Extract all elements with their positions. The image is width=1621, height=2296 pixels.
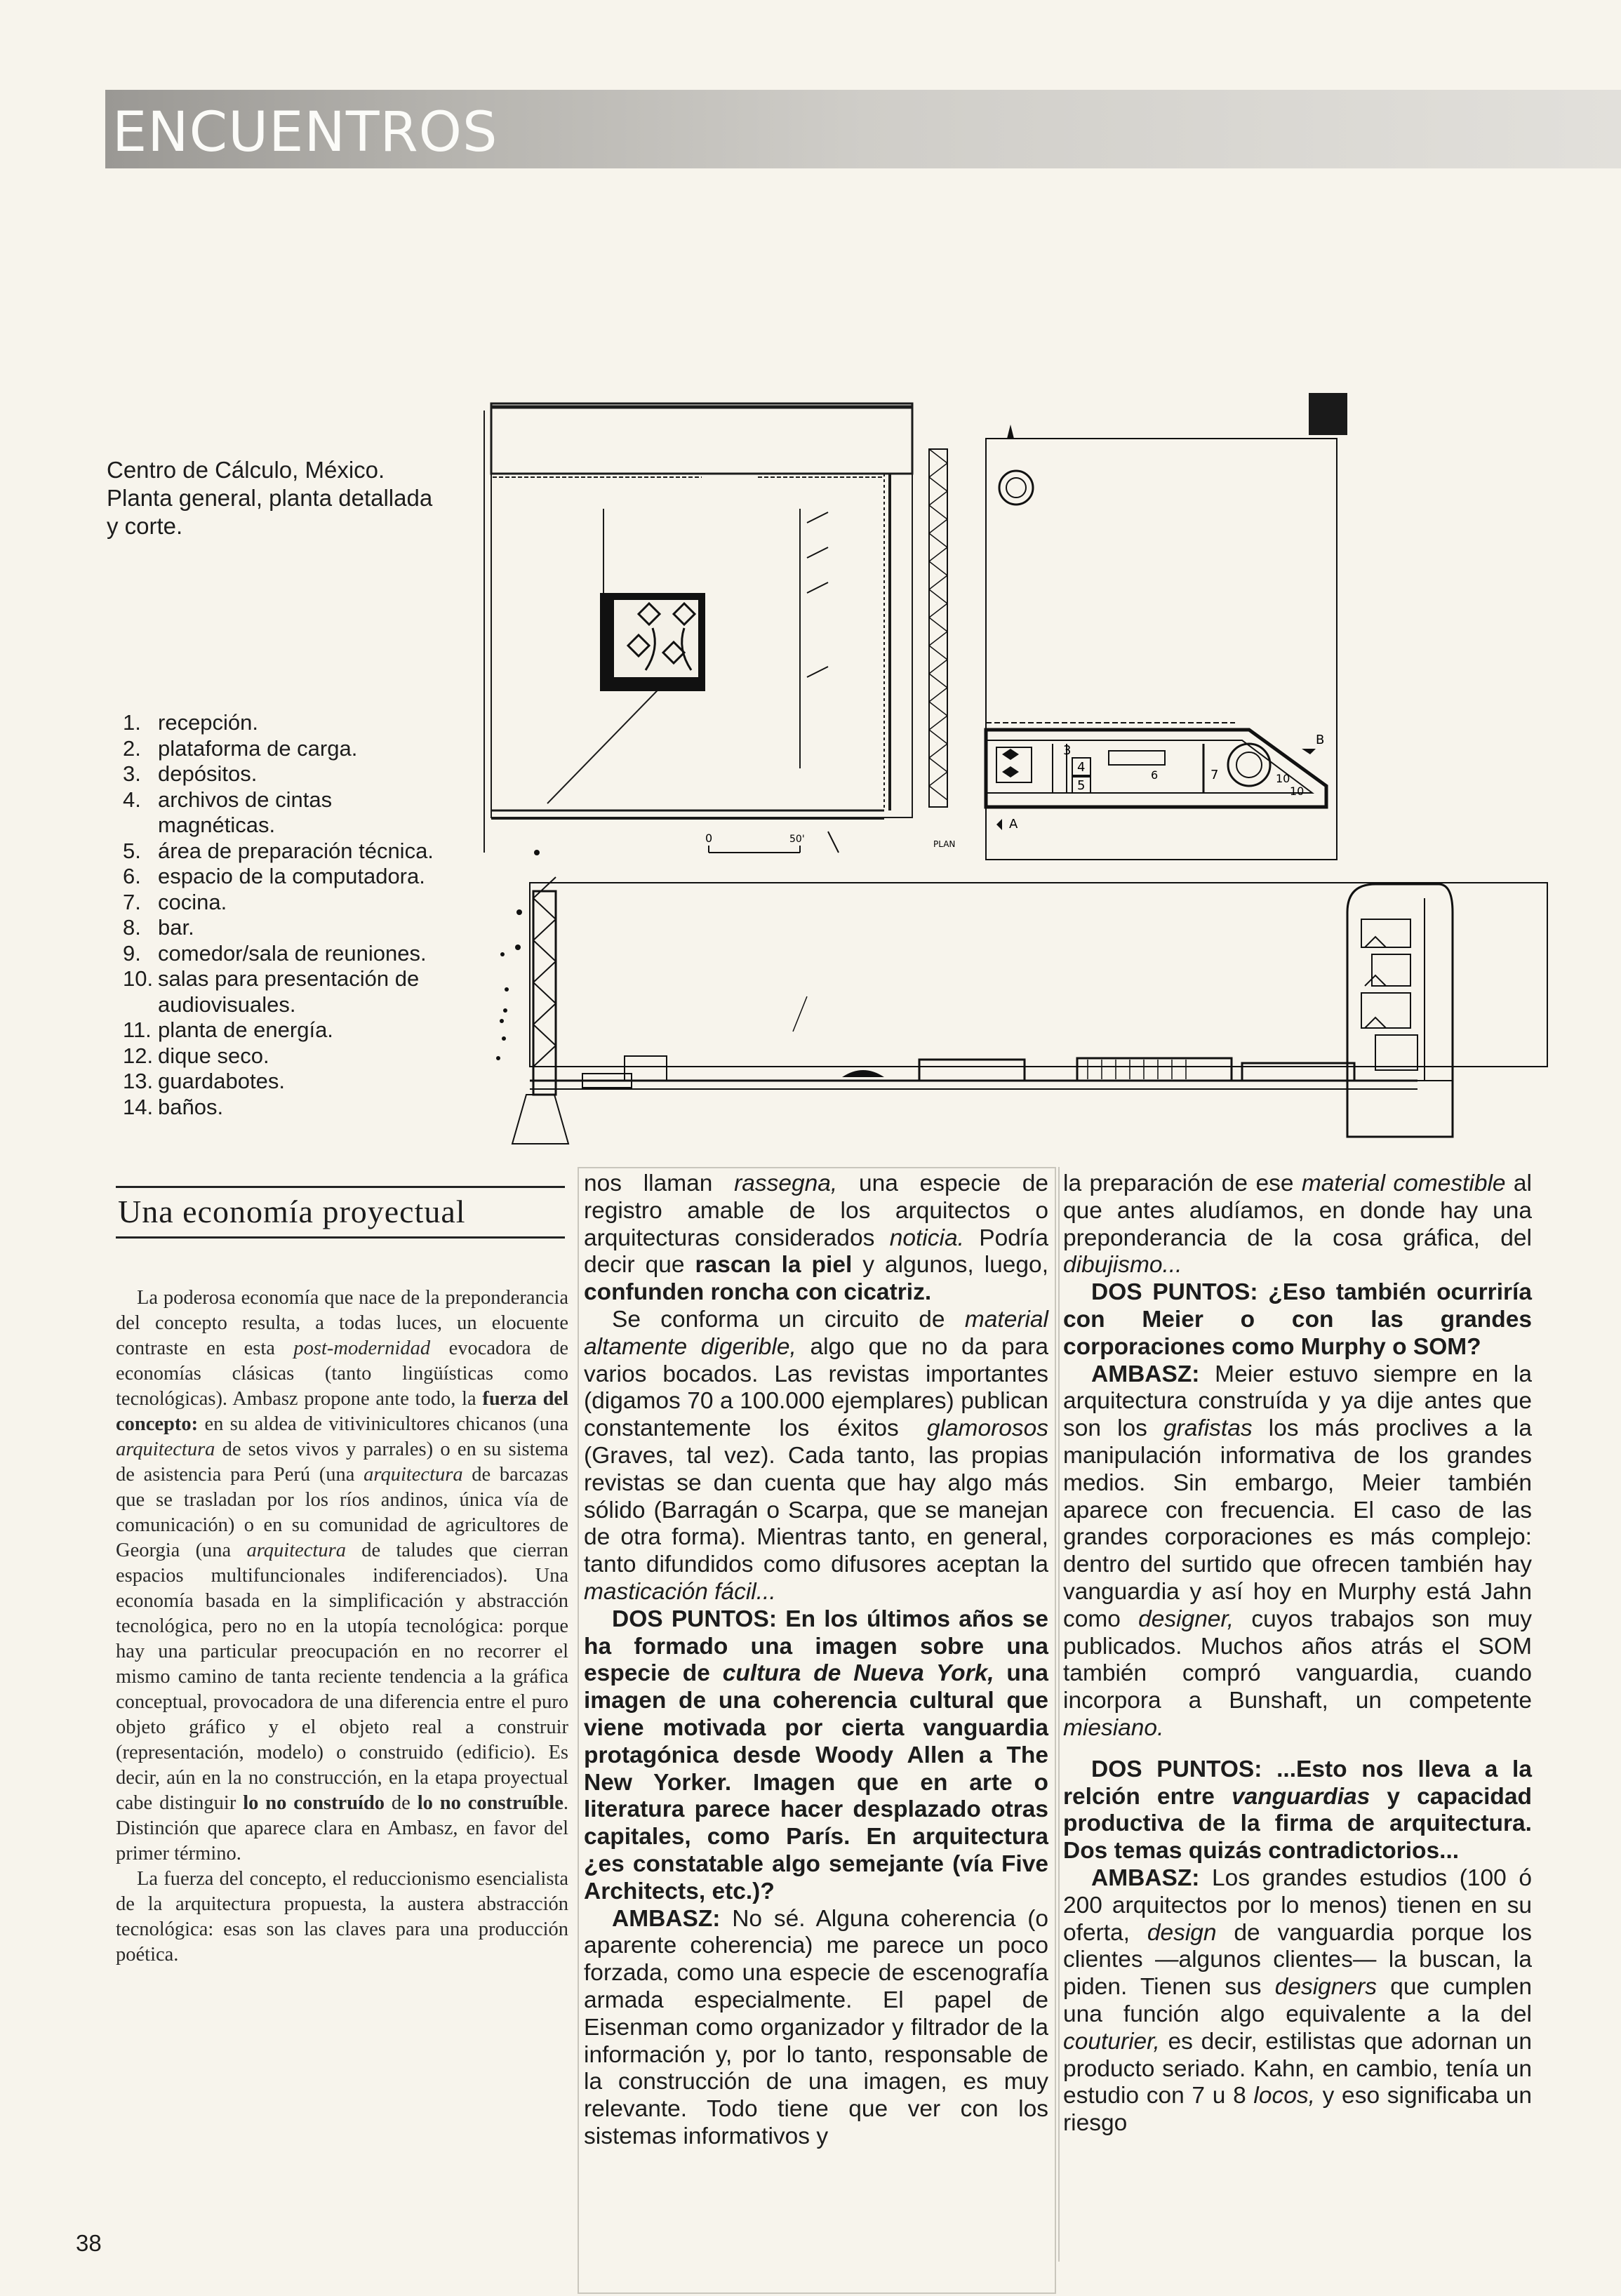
legend-number: 1. [123, 710, 141, 735]
legend-number: 11. [123, 1017, 152, 1042]
figure-legend [123, 710, 453, 1120]
figure-caption [107, 456, 443, 540]
paragraph: La poderosa economía que nace de la preponderancia del concepto resulta, a todas luces, un elocuente contraste en esta post-modernidad evocadora de economías clásicas (tanto lingüísticas como tecnológicas). Ambasz propone ante todo, la fuerza del concepto: en su aldea de vitivinicultores chicanos (una arquitectura de setos vivos y parrales) o en su sistema de asistencia para Perú (una arquitectura de barcazas que se trasladan por los ríos andinos, única vía de comunicación) o en su comunidad de agricultores de Georgia (una arquitectura de taludes que cierran espacios multifuncionales indiferenciados). Una economía basada en la simplificación y abstracción tecnológica, pero no en la utopía tecnológica: porque hay una particular preocupación en no recorrer el mismo camino de tanta reciente tendencia a la gráfica conceptual, provocadora de una diferencia entre el puro objeto gráfico y el objeto real a construir (representación, modelo) o construido (edificio). Es decir, aún en la no construcción, en la etapa proyectual cabe distinguir lo no construído de lo no construíble. Distinción que aparece clara en Ambasz, en favor del primer término. [116, 1287, 569, 1864]
interviewee-answer: AMBASZ: No sé. Alguna coherencia (o aparente coherencia) me parece un poco forzada, como una especie de escenografía armada especialmente. El papel de Eisenman como organizador y filtrador de la información y, por lo tanto, responsable de la construcción de una imagen, es muy relevante. Todo tiene que ver con los sistemas informativos y [584, 1905, 1048, 2149]
section-drawing [463, 870, 1558, 1158]
legend-item [123, 736, 453, 762]
site-plan-drawing [477, 389, 940, 867]
legend-item [123, 839, 453, 865]
room-label: 6 [1151, 768, 1159, 782]
interviewer-question: DOS PUNTOS: En los últimos años se ha formado una imagen sobre una especie de cultura de Nueva York, una imagen de una coherencia cultural que viene motivada por cierta vanguardia protagónica desde Woody Allen a The New Yorker. Imagen que en arte o literatura parece hacer desplazado otras capitales, como París. En arquitectura ¿es constatable algo semejante (vía Five Architects, etc.)? [584, 1606, 1048, 1904]
legend-item [123, 710, 453, 736]
plan-label: PLAN [933, 839, 956, 849]
interview-column-middle [584, 1170, 1048, 2151]
paragraph: nos llaman rassegna, una especie de registro amable de los arquitectos o arquitecturas considerados noticia. Podría decir que rascan la piel y algunos, luego, confunden roncha con cicatriz. [584, 1170, 1049, 1306]
section-a-label: A [1009, 817, 1018, 832]
legend-text: área de preparación técnica. [158, 838, 434, 863]
legend-text: guardabotes. [158, 1069, 285, 1093]
legend-number: 2. [123, 735, 141, 761]
elevation-strip-drawing [925, 449, 953, 814]
interview-column-right [1063, 1170, 1532, 2137]
legend-item [123, 941, 453, 967]
legend-item [123, 864, 453, 890]
legend-text: cocina. [158, 889, 227, 914]
detailed-plan-drawing [933, 389, 1361, 881]
legend-text: archivos de cintas magnéticas. [158, 787, 333, 837]
title-rule [116, 1186, 565, 1188]
article-body [116, 1286, 568, 1968]
room-label: 3 [1063, 743, 1072, 758]
legend-number: 4. [123, 787, 141, 812]
legend-item [123, 787, 453, 839]
article-title: Una economía proyectual [118, 1194, 466, 1229]
legend-item [123, 1017, 453, 1043]
legend-number: 13. [123, 1069, 154, 1093]
legend-item [123, 915, 453, 941]
legend-text: plataforma de carga. [158, 735, 358, 761]
scale-end-label: 50' [789, 834, 805, 845]
paragraph: Se conforma un circuito de material altamente digerible, algo que no da para varios bocados. Las revistas importantes (digamos 70 a 100.000 ejemplares) publican constantemente los éxitos glamorosos (Graves, tal vez). Cada tanto, las propias revistas se dan cuenta que hay algo más sólido (Barragán o Scarpa, que se manejan de otra forma). Mientras tanto, en general, tanto difundidos como difusores aceptan la masticación fácil... [584, 1306, 1049, 1605]
legend-item [123, 1043, 453, 1069]
paragraph: La fuerza del concepto, el reduccionismo esencialista de la arquitectura propuesta, la austera abstracción tecnológica: esas son las claves para una producción poética. [116, 1868, 568, 1965]
legend-item [123, 761, 453, 787]
scale-zero-label: 0 [705, 832, 713, 845]
legend-text: bar. [158, 915, 194, 940]
legend-item [123, 890, 453, 916]
interviewee-answer: AMBASZ: Los grandes estudios (100 ó 200 arquitectos por lo menos) tienen en su oferta, design de vanguardia porque los clientes —algunos clientes— la buscan, la piden. Tienen sus designers que cumplen una función algo equivalente a la del couturier, es decir, estilistas que adornan un producto seriado. Kahn, en cambio, tenía un estudio con 7 u 8 locos, y eso significaba un riesgo [1063, 1864, 1533, 2137]
room-label: 10 [1290, 785, 1305, 798]
legend-text: planta de energía. [158, 1017, 333, 1042]
interviewer-question: DOS PUNTOS: ...Esto nos lleva a la relción entre vanguardias y capacidad productiva de la firma de arquitectura. Dos temas quizás contradictorios... [1063, 1756, 1532, 1864]
legend-number: 5. [123, 838, 141, 863]
legend-item [123, 1069, 453, 1095]
legend-text: salas para presentación de audiovisuales. [158, 966, 420, 1017]
legend-text: recepción. [158, 710, 259, 735]
legend-number: 8. [123, 915, 141, 940]
legend-number: 7. [123, 889, 141, 914]
legend-number: 6. [123, 864, 141, 888]
spacer [1063, 1742, 1532, 1756]
page-number: 38 [76, 2230, 102, 2256]
legend-text: espacio de la computadora. [158, 864, 425, 888]
room-label: 7 [1210, 768, 1219, 782]
legend-item [123, 1095, 453, 1121]
legend-number: 3. [123, 761, 141, 786]
section-b-label: B [1316, 733, 1325, 747]
title-rule [116, 1236, 565, 1239]
caption-line: y corte. [107, 513, 183, 539]
legend-number: 10. [123, 966, 154, 991]
legend-text: baños. [158, 1094, 224, 1119]
paragraph: la preparación de ese material comestible al que antes aludíamos, en donde hay una preponderancia de la cosa gráfica, del dibujismo... [1063, 1170, 1533, 1279]
legend-item [123, 966, 453, 1017]
section-header-band [105, 90, 1621, 168]
room-label: 10 [1276, 772, 1290, 785]
legend-number: 12. [123, 1043, 154, 1068]
legend-text: depósitos. [158, 761, 258, 786]
interviewee-answer: AMBASZ: Meier estuvo siempre en la arquitectura construída y ya dije antes que son los grafistas los más proclives a la manipulación informativa de los grandes medios. Sin embargo, Meier también aparece con frecuencia. El caso de las grandes corporaciones es más complejo: dentro del surtido que ofrecen también hay vanguardia y así hoy en Murphy está Jahn como designer, cuyos trabajos son muy publicados. Muchos años atrás el SOM también compró vanguardia, cuando incorpora a Bunshaft, un competente miesiano. [1063, 1361, 1532, 1741]
legend-number: 9. [123, 940, 141, 966]
room-label: 5 [1077, 778, 1086, 793]
caption-line: Planta general, planta detallada [107, 485, 433, 511]
caption-line: Centro de Cálculo, México. [107, 457, 385, 483]
interviewer-question: DOS PUNTOS: ¿Eso también ocurriría con Meier o con las grandes corporaciones como Murphy o SOM? [1063, 1279, 1532, 1360]
legend-number: 14. [123, 1094, 154, 1119]
room-label: 4 [1077, 760, 1086, 775]
legend-text: comedor/sala de reuniones. [158, 940, 427, 966]
legend-text: dique seco. [158, 1043, 269, 1068]
section-label: ENCUENTROS [112, 101, 498, 164]
